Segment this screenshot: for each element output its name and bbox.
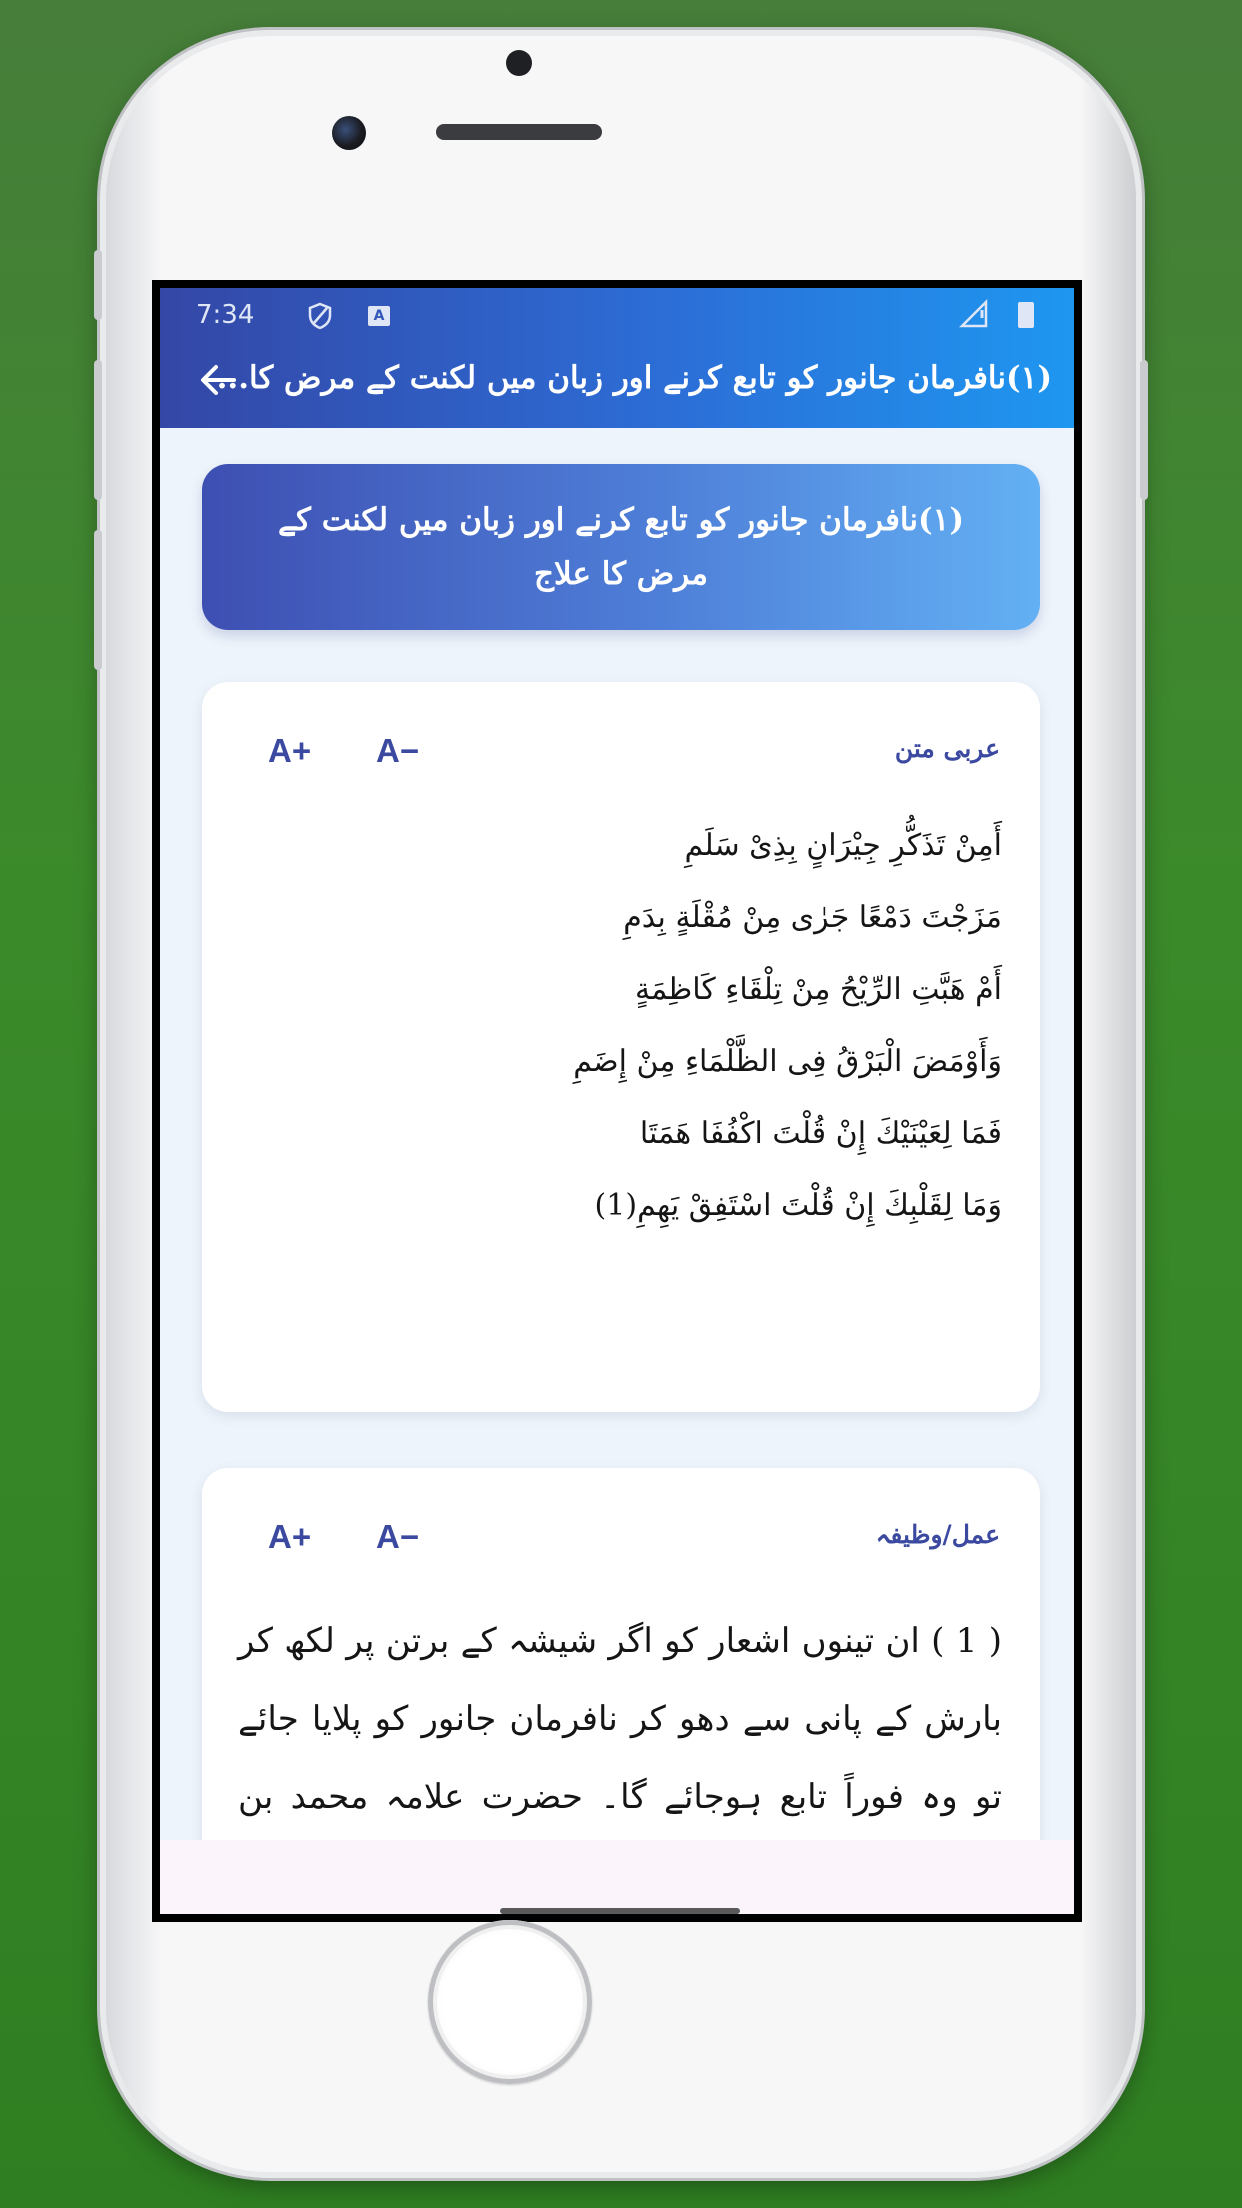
arabic-font-increase-button[interactable]: A+ [268, 732, 312, 769]
app-notification-icon: A [368, 306, 390, 326]
app-bar [160, 288, 1074, 428]
amal-font-increase-button[interactable]: A+ [268, 1518, 312, 1555]
phone-volume-down-button [94, 530, 102, 670]
arabic-font-decrease-button[interactable]: A− [376, 732, 420, 769]
status-bar [196, 300, 1034, 340]
home-button[interactable] [428, 1920, 592, 2084]
arabic-verses [542, 810, 1002, 1242]
verse-line: وَمَا لِقَلْبِكَ إِنْ قُلْتَ اسْتَفِقْ يَهِمِ(1) [594, 1188, 1002, 1223]
page-title: (۱)نافرمان جانور کو تابع کرنے اور زبان میں لکنت کے مرض کا... [216, 360, 1052, 396]
verse-line: مَزَجْتَ دَمْعًا جَرٰى مِنْ مُقْلَةٍ بِدَمِ [623, 900, 1002, 935]
earpiece-speaker [436, 124, 602, 140]
verse-line: وَأَوْمَضَ الْبَرْقُ فِى الظَّلْمَاءِ مِنْ إِضَمِ [573, 1044, 1002, 1079]
amal-body-text: ( 1 ) ان تینوں اشعار کو اگر شیشہ کے برتن پر لکھ کر بارش کے پانی سے دھو کر نافرمان جانور کو پلایا جائے تو وہ فوراً تابع ہوجائے گا۔ حضرت علامہ محمد بن [238, 1621, 1003, 1817]
phone-power-button [1140, 360, 1148, 500]
amal-font-decrease-button[interactable]: A− [376, 1518, 420, 1555]
app-screen [160, 288, 1074, 1914]
gesture-home-indicator[interactable] [500, 1908, 740, 1914]
signal-icon [960, 300, 990, 335]
status-time: 7:34 [196, 300, 255, 330]
shield-icon [308, 302, 332, 337]
phone-volume-up-button [94, 360, 102, 500]
verse-line: فَمَا لِعَيْنَيْكَ إِنْ قُلْتَ اكْفُفَا هَمَتَا [639, 1116, 1002, 1151]
verse-line: أَمْ هَبَّتِ الرِّيْحُ مِنْ تِلْقَاءِ كَاظِمَةٍ [634, 972, 1002, 1007]
amal-wazifa-label: عمل/وظیفہ [875, 1520, 1000, 1549]
verse-line: أَمِنْ تَذَكُّرِ جِيْرَانٍ بِذِىْ سَلَمِ [684, 828, 1002, 863]
topic-heading-banner [202, 464, 1040, 630]
arabic-text-label: عربی متن [894, 734, 1000, 763]
topic-heading-text: (۱)نافرمان جانور کو تابع کرنے اور زبان میں لکنت کے مرض کا علاج [278, 502, 964, 592]
front-camera [332, 116, 366, 150]
phone-screen [152, 280, 1082, 1922]
bottom-navigation-area [160, 1840, 1074, 1914]
phone-side-button [94, 250, 102, 320]
arabic-text-card [202, 682, 1040, 1412]
battery-icon [1018, 302, 1034, 328]
proximity-sensor [506, 50, 532, 76]
